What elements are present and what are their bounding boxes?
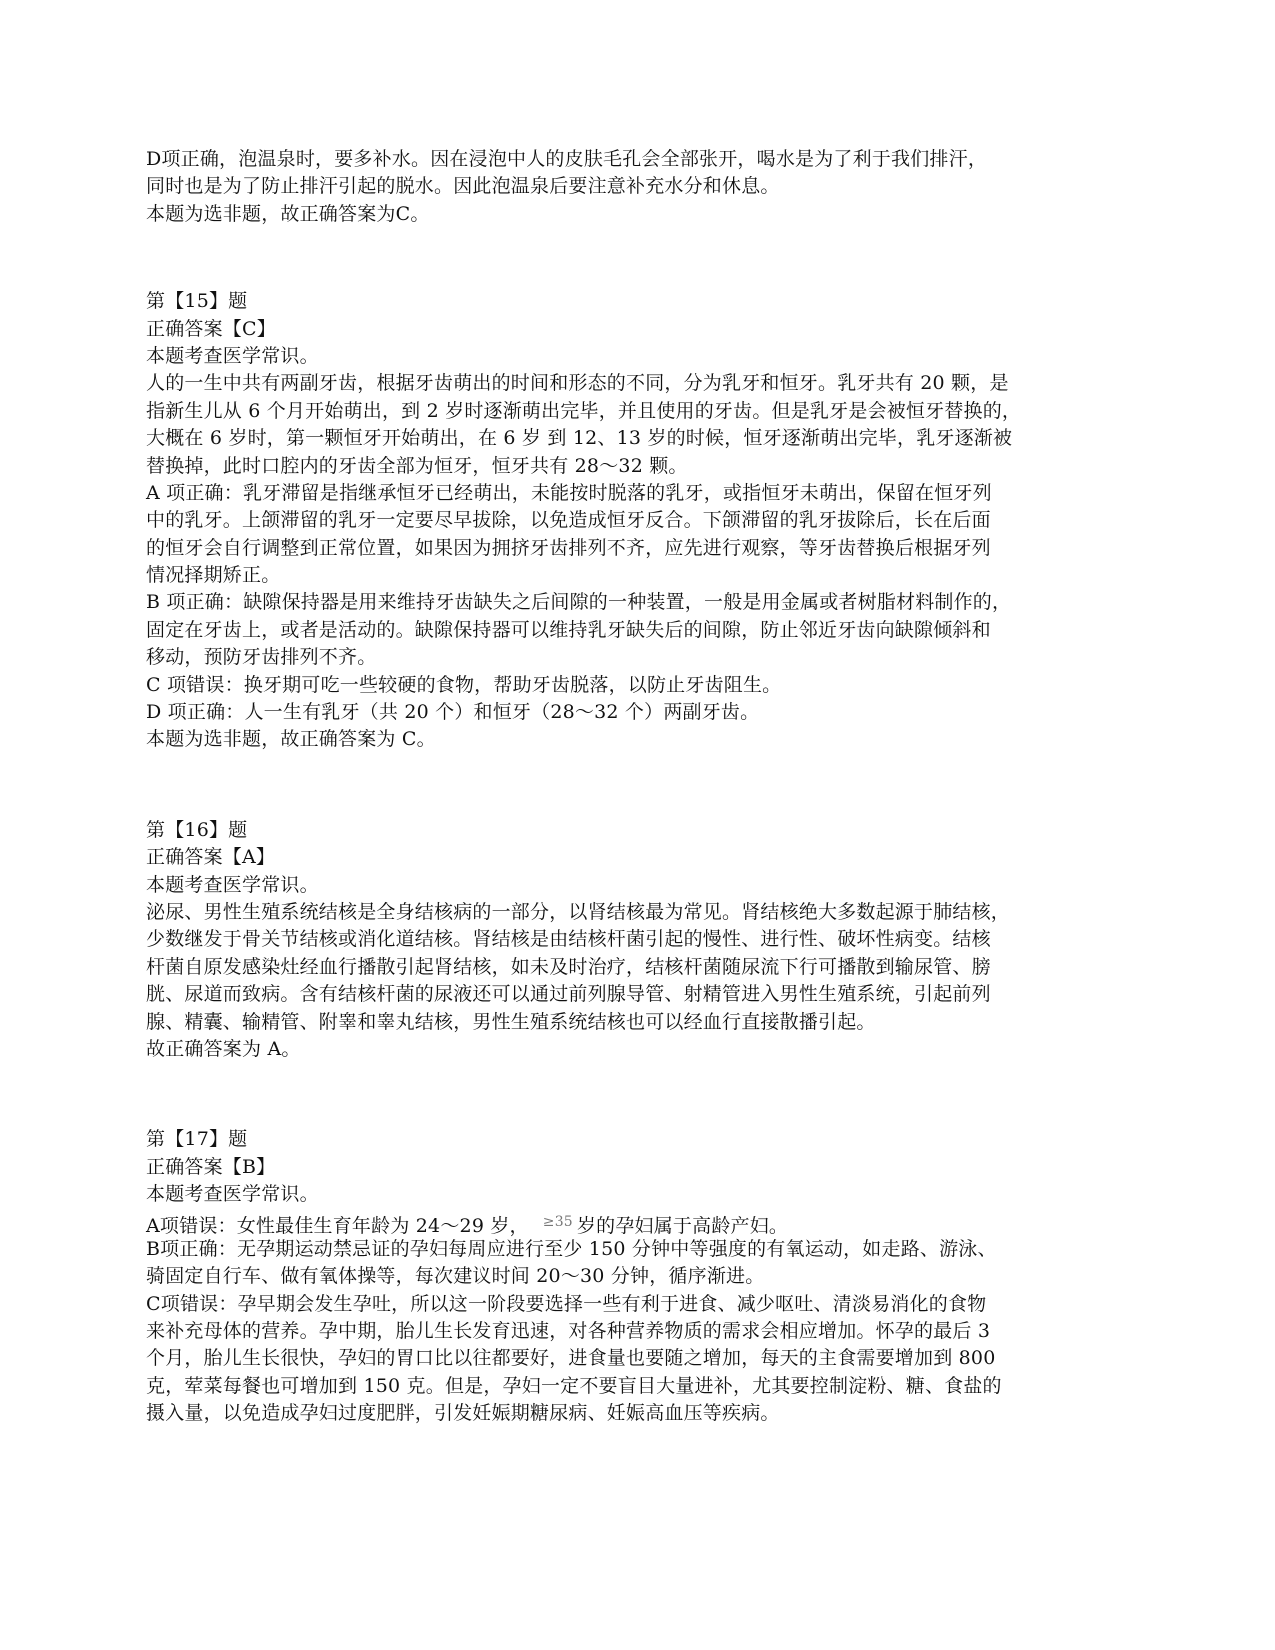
conclusion-line: 故正确答案为 A。 [146,1037,301,1060]
option-a-text-after: 岁的孕妇属于高龄产妇。 [576,1214,789,1237]
paragraph-line: 指新生儿从 6 个月开始萌出，到 2 岁时逐渐萌出完毕，并且使用的牙齿。但是乳牙是会被恒牙替换的， [146,399,1022,422]
paragraph-line: 个月，胎儿生长很快，孕妇的胃口比以往都要好，进食量也要随之增加，每天的主食需要增加到 800 [146,1347,996,1370]
paragraph-line: 中的乳牙。上颌滞留的乳牙一定要尽早拔除，以免造成恒牙反合。下颌滞留的乳牙拔除后，长在后面 [146,509,991,532]
paragraph-line: 摄入量，以免造成孕妇过度肥胖，引发妊娠期糖尿病、妊娠高血压等疾病。 [146,1402,780,1425]
topic-line: 本题考查医学常识。 [146,344,319,367]
option-c-line: C项错误：孕早期会发生孕吐，所以这一阶段要选择一些有利于进食、减少呕吐、清淡易消化的食物 [146,1292,987,1315]
paragraph-line: 少数继发于骨关节结核或消化道结核。肾结核是由结核杆菌引起的慢性、进行性、破坏性病变。结核 [146,928,991,951]
paragraph-line: 泌尿、男性生殖系统结核是全身结核病的一部分，以肾结核最为常见。肾结核绝大多数起源于肺结核， [146,900,1011,923]
age-threshold-symbol: ≥35 [542,1213,573,1230]
paragraph-line: 情况择期矫正。 [146,564,281,587]
question-number: 第【17】题 [146,1128,248,1151]
option-a-line [146,1209,1106,1236]
option-b-line: B 项正确：缺隙保持器是用来维持牙齿缺失之后间隙的一种装置，一般是用金属或者树脂材料制作的， [146,591,1012,614]
paragraph-line: 大概在 6 岁时，第一颗恒牙开始萌出，在 6 岁 到 12、13 岁的时候，恒牙逐渐萌出完毕，乳牙逐渐被 [146,427,1013,450]
question-15 [146,288,1106,754]
previous-question-tail [146,146,1106,228]
question-16 [146,817,1106,1064]
paragraph-line: 替换掉，此时口腔内的牙齿全部为恒牙，恒牙共有 28～32 颗。 [146,454,688,477]
paragraph-line: 杆菌自原发感染灶经血行播散引起肾结核，如未及时治疗，结核杆菌随尿流下行可播散到输尿管、膀 [146,955,991,978]
correct-answer: 正确答案【A】 [146,846,276,869]
option-a-text-before: A项错误：女性最佳生育年龄为 24～29 岁， [146,1214,529,1237]
conclusion-line: 本题为选非题，故正确答案为C。 [146,202,430,225]
paragraph-line: 同时也是为了防止排汗引起的脱水。因此泡温泉后要注意补充水分和休息。 [146,175,780,198]
paragraph-line: 腺、精囊、输精管、附睾和睾丸结核，男性生殖系统结核也可以经血行直接散播引起。 [146,1010,876,1033]
document-page [146,146,1106,1428]
paragraph-line: 克，荤菜每餐也可增加到 150 克。但是，孕妇一定不要盲目大量进补，尤其要控制淀粉、糖、食盐的 [146,1374,1002,1397]
option-a-line: A 项正确：乳牙滞留是指继承恒牙已经萌出，未能按时脱落的乳牙，或指恒牙未萌出，保留在恒牙列 [146,481,992,504]
correct-answer: 正确答案【B】 [146,1155,276,1178]
paragraph-line: 人的一生中共有两副牙齿，根据牙齿萌出的时间和形态的不同，分为乳牙和恒牙。乳牙共有 20 颗，是 [146,372,1009,395]
paragraph-line: 的恒牙会自行调整到正常位置，如果因为拥挤牙齿排列不齐，应先进行观察，等牙齿替换后根据牙列 [146,536,991,559]
paragraph-line: 固定在牙齿上，或者是活动的。缺隙保持器可以维持乳牙缺失后的间隙，防止邻近牙齿向缺隙倾斜和 [146,618,991,641]
question-17 [146,1126,1106,1427]
correct-answer: 正确答案【C】 [146,317,276,340]
question-number: 第【15】题 [146,290,248,313]
option-c-line: C 项错误：换牙期可吃一些较硬的食物，帮助牙齿脱落，以防止牙齿阻生。 [146,673,782,696]
paragraph-line: 移动，预防牙齿排列不齐。 [146,646,377,669]
paragraph-line: 胱、尿道而致病。含有结核杆菌的尿液还可以通过前列腺导管、射精管进入男性生殖系统，引起前列 [146,983,991,1006]
paragraph-line: D项正确，泡温泉时，要多补水。因在浸泡中人的皮肤毛孔会全部张开，喝水是为了利于我们排汗， [146,148,988,170]
topic-line: 本题考查医学常识。 [146,873,319,896]
option-d-line: D 项正确：人一生有乳牙（共 20 个）和恒牙（28～32 个）两副牙齿。 [146,701,760,724]
topic-line: 本题考查医学常识。 [146,1183,319,1206]
conclusion-line: 本题为选非题，故正确答案为 C。 [146,728,436,751]
question-number: 第【16】题 [146,818,248,841]
option-b-line: B项正确：无孕期运动禁忌证的孕妇每周应进行至少 150 分钟中等强度的有氧运动，如走路、游泳、 [146,1237,997,1260]
paragraph-line: 骑固定自行车、做有氧体操等，每次建议时间 20～30 分钟，循序渐进。 [146,1265,765,1288]
paragraph-line: 来补充母体的营养。孕中期，胎儿生长发育迅速，对各种营养物质的需求会相应增加。怀孕的最后 3 [146,1320,991,1343]
